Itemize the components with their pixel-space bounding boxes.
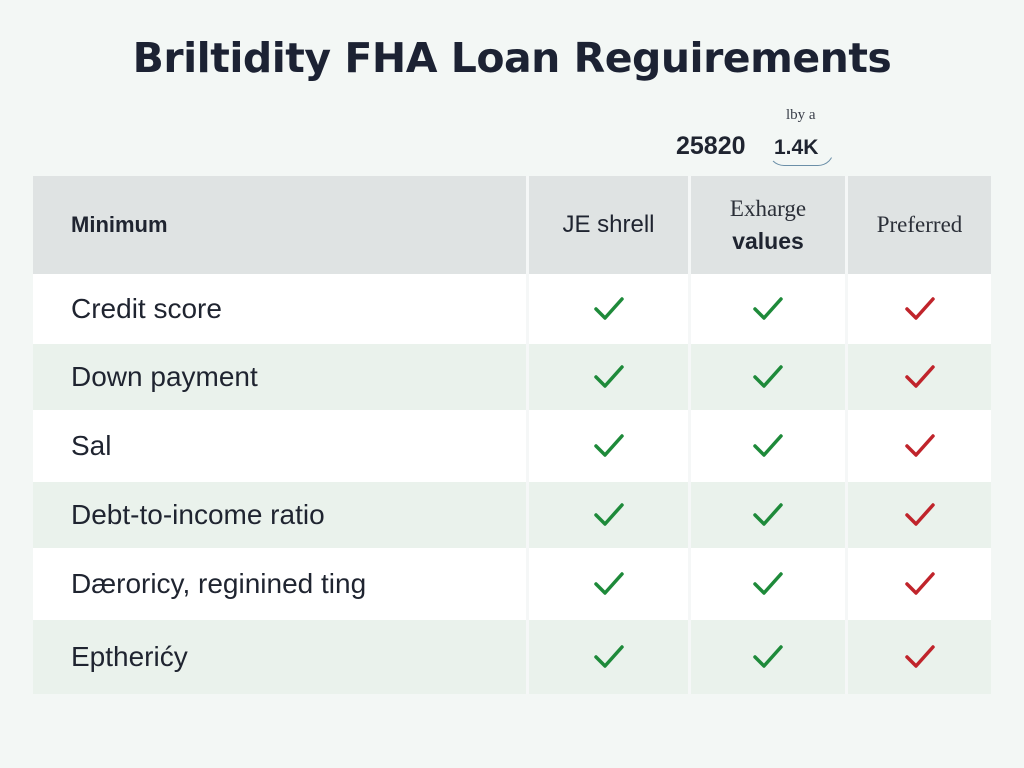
- row-cell-col-b: [688, 410, 845, 482]
- checkmark-icon: [903, 569, 937, 599]
- row-cell-col-b: [688, 482, 845, 548]
- row-label-cell: [33, 344, 526, 410]
- row-label: Eptherićy: [71, 641, 188, 672]
- row-cell-col-b: [688, 548, 845, 620]
- table-row: [33, 620, 991, 694]
- row-label: Debt-to-income ratio: [71, 499, 325, 530]
- header-col-b: [730, 193, 806, 257]
- checkmark-icon: [903, 294, 937, 324]
- row-cell-col-c: [845, 274, 991, 344]
- page-title: Briltidity FHA Loan Reguirements: [132, 34, 892, 82]
- header-col-a: JE shrell: [562, 211, 655, 238]
- checkmark-icon: [903, 431, 937, 461]
- checkmark-icon: [592, 431, 626, 461]
- checkmark-icon: [751, 500, 785, 530]
- row-label-cell: [33, 620, 526, 694]
- header-col-b-line1: Exharge: [729, 196, 807, 221]
- checkmark-icon: [751, 362, 785, 392]
- row-cell-col-a: [526, 620, 688, 694]
- header-cell-col-c: [845, 176, 991, 274]
- row-cell-col-b: [688, 344, 845, 410]
- checkmark-icon: [592, 362, 626, 392]
- checkmark-icon: [903, 362, 937, 392]
- stat-main-value: 25820: [676, 132, 746, 160]
- row-cell-col-b: [688, 274, 845, 344]
- header-col-c: Preferred: [876, 212, 963, 237]
- row-label: Dæroricy, reginined ting: [71, 568, 367, 599]
- row-cell-col-c: [845, 344, 991, 410]
- header-minimum: Minimum: [71, 212, 168, 237]
- checkmark-icon: [592, 294, 626, 324]
- checkmark-icon: [903, 642, 937, 672]
- row-cell-col-a: [526, 274, 688, 344]
- row-label-cell: [33, 482, 526, 548]
- header-col-b-line2: values: [732, 228, 804, 254]
- row-label: Credit score: [71, 293, 222, 324]
- checkmark-icon: [592, 500, 626, 530]
- header-cell-col-b: [688, 176, 845, 274]
- checkmark-icon: [592, 642, 626, 672]
- checkmark-icon: [592, 569, 626, 599]
- checkmark-icon: [751, 642, 785, 672]
- checkmark-icon: [751, 431, 785, 461]
- row-cell-col-c: [845, 548, 991, 620]
- stat-note: lby a: [786, 107, 816, 123]
- row-cell-col-a: [526, 410, 688, 482]
- row-label: Down payment: [71, 361, 258, 392]
- requirements-table: [33, 176, 991, 694]
- table-row: [33, 274, 991, 344]
- stats-summary: [676, 104, 896, 174]
- row-cell-col-c: [845, 410, 991, 482]
- row-cell-col-b: [688, 620, 845, 694]
- row-label: Sal: [71, 430, 112, 461]
- table-header-row: [33, 176, 991, 274]
- row-cell-col-a: [526, 548, 688, 620]
- table-row: [33, 482, 991, 548]
- row-cell-col-a: [526, 344, 688, 410]
- row-cell-col-a: [526, 482, 688, 548]
- table-row: [33, 410, 991, 482]
- row-cell-col-c: [845, 482, 991, 548]
- stat-secondary-value: 1.4K: [774, 136, 819, 159]
- table-row: [33, 344, 991, 410]
- checkmark-icon: [751, 294, 785, 324]
- row-cell-col-c: [845, 620, 991, 694]
- table-body: [33, 274, 991, 694]
- row-label-cell: [33, 548, 526, 620]
- table-row: [33, 548, 991, 620]
- stat-underline-mark: [768, 150, 834, 166]
- header-cell-label: [33, 176, 526, 274]
- row-label-cell: [33, 410, 526, 482]
- checkmark-icon: [903, 500, 937, 530]
- row-label-cell: [33, 274, 526, 344]
- checkmark-icon: [751, 569, 785, 599]
- header-cell-col-a: [526, 176, 688, 274]
